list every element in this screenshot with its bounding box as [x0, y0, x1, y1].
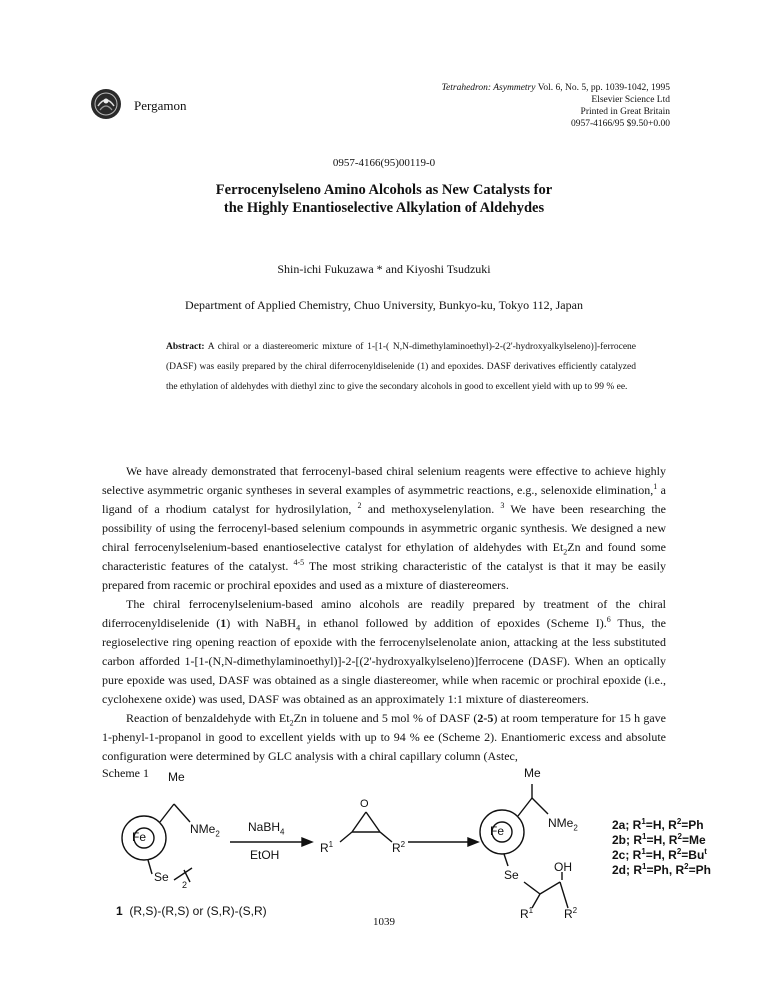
- abstract: [166, 337, 636, 397]
- text-run: in ethanol followed by addition of epoxides (Scheme I).: [300, 616, 607, 630]
- selenium-label: Se: [154, 870, 169, 884]
- nme-text: NMe: [548, 816, 574, 830]
- product-selenium-label: Se: [504, 868, 519, 882]
- r-text: R: [320, 841, 329, 855]
- superscript: t: [704, 847, 707, 856]
- publisher-name: Pergamon: [134, 98, 187, 113]
- printed-line: Printed in Great Britain: [580, 107, 670, 117]
- pergamon-logo-icon: [90, 88, 122, 120]
- nme-text: NMe: [190, 822, 216, 836]
- r1-value: H: [652, 818, 662, 832]
- epoxide-r1: [320, 840, 333, 855]
- subscript: 4: [280, 827, 285, 837]
- article-identifier: 0957-4166(95)00119-0: [332, 157, 436, 169]
- reference-mark: 2: [357, 501, 362, 510]
- citation-block: [442, 82, 670, 130]
- superscript: 2: [572, 906, 578, 915]
- compound-2c: 2c; $R^1=H$, $R^2=Bu^t$: [612, 847, 707, 862]
- r2-value: Me: [688, 833, 706, 847]
- title-line-2: the Highly Enantioselective Alkylation of Aldehydes: [223, 200, 545, 216]
- compound-id: 2b;: [612, 833, 630, 847]
- dimethylamino-label: [190, 822, 220, 838]
- r-text: R: [520, 907, 529, 921]
- compound-number: 2-5: [477, 711, 494, 725]
- reference-mark: 3: [500, 501, 505, 510]
- r1-value: H: [653, 833, 663, 847]
- copyright-line: Elsevier Science Ltd: [591, 95, 670, 105]
- text-run: The most striking characteristic of the catalyst is that it may be easily prepared from racemic or prochiral epoxides and used as a mixture of diastereomers.: [102, 559, 666, 592]
- compound-list: [612, 816, 711, 876]
- compound-2d: 2d; $R^1=Ph$, $R^2=Ph$: [612, 862, 711, 877]
- text-run: Zn in toluene and 5 mol % of DASF (: [293, 711, 478, 725]
- text-run: Thus, the regioselective ring opening reaction of epoxide with the ferrocenylselenolate anion, attacking at the less substituted carbon afforded 1-[1-(N,N-dimethylaminoethyl)]-2-[(2'-hydroxyalkylseleno)]ferrocene (DASF). When an optically pure epoxide was used, DASF was obtained as a single diastereomer, while when racemic or prochiral epoxide (i.e., cyclohexene oxide) was used, DASF was obtained as an approximately 1:1 mixture of diastereomers.: [102, 616, 667, 706]
- epoxide-oxygen: O: [360, 798, 369, 810]
- abstract-label: Abstract:: [166, 342, 205, 352]
- paragraph-3: [102, 709, 666, 766]
- paragraph-1: [102, 462, 666, 595]
- superscript: 1: [328, 840, 334, 849]
- text-run: The chiral ferrocenylselenium-based amino alcohols are readily prepared by treatment of the chiral diferrocenyldiselenide (: [102, 597, 666, 630]
- product-hydroxyl-label: OH: [554, 860, 572, 874]
- page-number: 1039: [373, 916, 395, 928]
- compound-id: 2c;: [612, 848, 630, 862]
- dimer-subscript: 2: [182, 880, 188, 890]
- product-methyl-label: Me: [524, 766, 541, 780]
- compound-1-stereo: (R,S)-(R,S) or (S,R)-(S,R): [129, 904, 267, 918]
- paragraph-2: [102, 595, 666, 709]
- text-run: ) with NaBH: [226, 616, 297, 630]
- r-text: R: [564, 907, 573, 921]
- subscript: 2: [573, 823, 578, 833]
- affiliation: Department of Applied Chemistry, Chuo University, Bunkyo-ku, Tokyo 112, Japan: [185, 298, 583, 312]
- compound-1-number: 1: [116, 904, 123, 918]
- issn-price: 0957-4166/95 $9.50+0.00: [570, 119, 670, 129]
- subscript: 2: [289, 718, 294, 728]
- subscript: 4: [296, 623, 301, 633]
- subscript: 2: [563, 547, 568, 557]
- r-text: R: [392, 841, 401, 855]
- text-run: We have already demonstrated that ferrocenyl-based chiral selenium reagents were effective to achieve highly selective asymmetric organic syntheses in several examples of asymmetric reactions, e.g., selenoxide elimination,: [102, 464, 666, 497]
- title-line-1: Ferrocenylseleno Amino Alcohols as New Catalysts for: [215, 182, 553, 198]
- r2-value: Bu: [688, 848, 705, 862]
- reference-mark: 6: [606, 615, 611, 624]
- reagent-text: NaBH: [248, 820, 281, 834]
- reagent-etoh: EtOH: [250, 848, 280, 862]
- abstract-text: A chiral or a diastereomeric mixture of 1-[1-( N,N-dimethylaminoethyl)-2-(2'-hydroxyalkylseleno)]-ferrocene (DASF) was easily prepared by the chiral diferrocenyldiselenide (1) and epoxides. DASF derivatives efficiently catalyzed the ethylation of aldehydes with diethyl zinc to give the secondary alcohols in good to excellent yield with up to 99 % ee.: [166, 342, 637, 392]
- article-body: [102, 462, 666, 766]
- epoxide-r2: [392, 840, 405, 855]
- superscript: 2: [400, 840, 406, 849]
- compound-id: 2a;: [612, 818, 630, 832]
- text-run: We have been researching the possibility of using the ferrocenyl-based selenium compounds in asymmetric organic synthesis. We designed a new chiral ferrocenylselenium-based enantioselective catalyst for ethylation of aldehydes with Et: [102, 502, 666, 554]
- author-list: Shin-ichi Fukuzawa * and Kiyoshi Tsudzuki: [277, 262, 491, 276]
- text-run: ) at room temperature for 15 h gave 1-phenyl-1-propanol in good to excellent yields with up to 94 % ee (Scheme 2). Enantiomeric excess and absolute configuration were determined by GLC analysis with a chiral capillary column (Astec,: [102, 711, 666, 763]
- text-run: and methoxyselenylation.: [361, 502, 501, 516]
- r1-value: Ph: [653, 863, 669, 877]
- text-run: a ligand of a rhodium catalyst for hydrosilylation,: [102, 483, 667, 516]
- journal-name: Tetrahedron: Asymmetry: [441, 83, 536, 93]
- text-run: Zn and found some characteristic features of the catalyst.: [102, 540, 666, 573]
- product-iron-label: Fe: [490, 824, 505, 838]
- superscript: 1: [528, 906, 534, 915]
- scheme-label: Scheme 1: [102, 766, 149, 780]
- reagent-nabh4: [248, 820, 284, 836]
- r2-value: Ph: [688, 818, 704, 832]
- citation-volume: Vol. 6, No. 5, pp. 1039-1042, 1995: [537, 83, 670, 93]
- r1-value: H: [652, 848, 662, 862]
- compound-number: 1: [220, 616, 227, 630]
- compound-2a: 2a; $R^1=H$, $R^2=Ph$: [612, 817, 704, 832]
- compound-2b: 2b; $R^1=H$, $R^2=Me$: [612, 832, 706, 847]
- methyl-label: Me: [168, 770, 185, 784]
- product-dimethylamino-label: [548, 816, 578, 832]
- subscript: 2: [215, 829, 220, 839]
- iron-label: Fe: [132, 830, 147, 844]
- reference-mark: 1: [653, 482, 658, 491]
- compound-id: 2d;: [612, 863, 630, 877]
- reference-mark: 4-5: [293, 558, 305, 567]
- r2-value: Ph: [695, 863, 711, 877]
- text-run: Reaction of benzaldehyde with Et: [126, 711, 290, 725]
- article-title: [0, 181, 768, 217]
